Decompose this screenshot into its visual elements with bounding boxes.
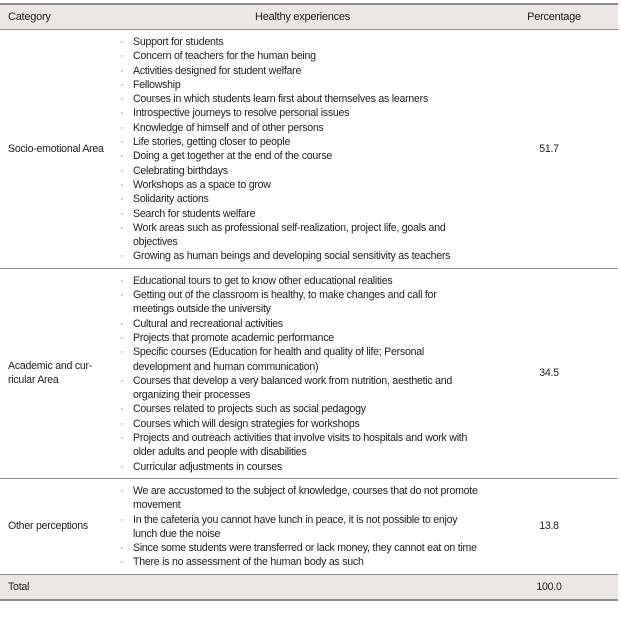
list-item: · Projects that promote academic performance xyxy=(133,331,478,345)
list-item: · Growing as human beings and developing social sensitivity as teachers xyxy=(133,249,478,263)
list-item: · Courses that develop a very balanced work from nutrition, aesthetic and organizing their processes xyxy=(133,374,478,403)
list-item: · Solidarity actions xyxy=(133,192,478,206)
list-item: · We are accustomed to the subject of knowledge, courses that do not promote movement xyxy=(133,484,478,513)
list-item: · Specific courses (Education for health and quality of life; Personal development and human communication) xyxy=(133,345,478,374)
list-item: · Fellowship xyxy=(133,78,478,92)
list-item: · Doing a get together at the end of the course xyxy=(133,149,478,163)
list-item: · Introspective journeys to resolve personal issues xyxy=(133,106,478,120)
total-label: Total xyxy=(8,580,30,593)
category-cell: Socio-emotional Area xyxy=(8,142,104,155)
percentage-cell: 13.8 xyxy=(539,520,559,533)
experiences-cell xyxy=(115,30,490,269)
list-item: · Since some students were transferred or lack money, they cannot eat on time xyxy=(133,541,478,555)
experiences-list xyxy=(115,484,488,570)
list-item: · Getting out of the classroom is healthy, to make changes and call for meetings outside the university xyxy=(133,288,478,317)
list-item: · Courses which will design strategies for workshops xyxy=(133,417,478,431)
table-row xyxy=(0,268,618,478)
list-item: · Projects and outreach activities that involve visits to hospitals and work with older adults and people with disabilities xyxy=(133,431,478,460)
healthy-experiences-table xyxy=(0,3,618,601)
header-experiences: Healthy experiences xyxy=(255,11,350,23)
list-item: · Work areas such as professional self-realization, project life, goals and objectives xyxy=(133,221,478,250)
table-header xyxy=(0,4,618,30)
list-item: · Cultural and recreational activities xyxy=(133,317,478,331)
list-item: · Life stories, getting closer to people xyxy=(133,135,478,149)
experiences-list xyxy=(115,274,488,474)
list-item: · Knowledge of himself and of other persons xyxy=(133,121,478,135)
list-item: · Courses related to projects such as social pedagogy xyxy=(133,402,478,416)
list-item: · Activities designed for student welfare xyxy=(133,64,478,78)
list-item: · Search for students welfare xyxy=(133,207,478,221)
total-row xyxy=(0,574,618,600)
total-percentage: 100.0 xyxy=(536,580,562,593)
list-item: · There is no assessment of the human body as such xyxy=(133,555,478,569)
percentage-cell: 34.5 xyxy=(539,367,559,380)
experiences-list xyxy=(115,35,488,264)
list-item: · Concern of teachers for the human being xyxy=(133,49,478,63)
category-cell: Other perceptions xyxy=(8,520,88,533)
category-cell: Academic and cur-ricular Area xyxy=(8,360,93,387)
list-item: · Educational tours to get to know other educational realities xyxy=(133,274,478,288)
list-item: · Courses in which students learn first about themselves as learners xyxy=(133,92,478,106)
table-row xyxy=(0,478,618,574)
list-item: · Curricular adjustments in courses xyxy=(133,460,478,474)
experiences-cell xyxy=(115,268,490,478)
list-item: · Celebrating birthdays xyxy=(133,164,478,178)
table-row xyxy=(0,30,618,269)
header-percentage: Percentage xyxy=(527,11,581,23)
list-item: · Workshops as a space to grow xyxy=(133,178,478,192)
experiences-cell xyxy=(115,478,490,574)
percentage-cell: 51.7 xyxy=(539,142,559,155)
list-item: · Support for students xyxy=(133,35,478,49)
header-category: Category xyxy=(8,11,51,23)
list-item: · In the cafeteria you cannot have lunch in peace, it is not possible to enjoy lunch due the noise xyxy=(133,513,478,542)
